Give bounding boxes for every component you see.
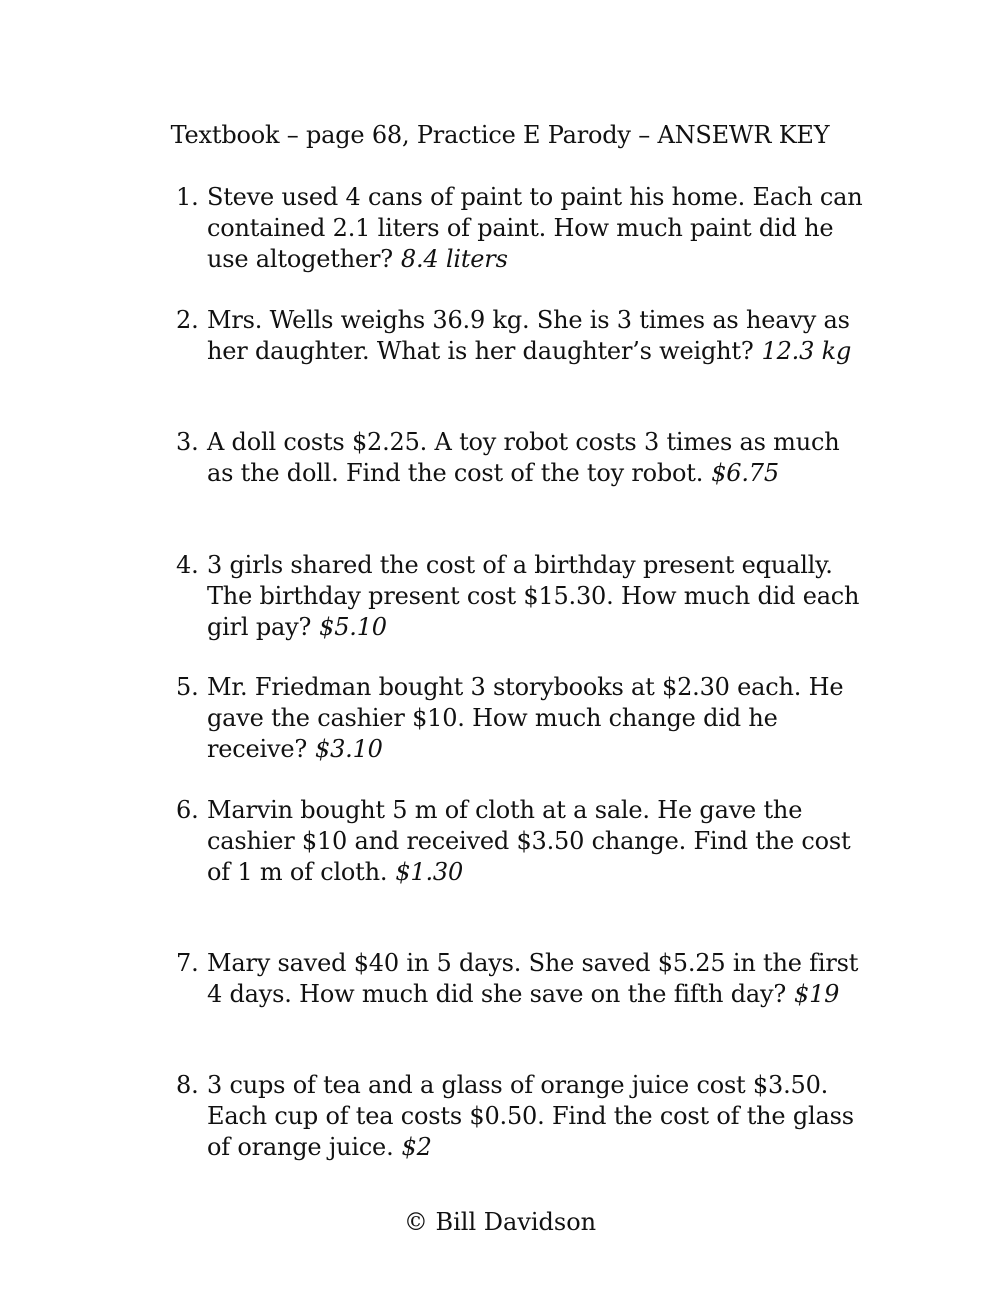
problem-item <box>176 182 866 275</box>
problem-text-wrapper <box>207 948 866 1010</box>
problem-item <box>176 672 866 765</box>
problem-text: Mrs. Wells weighs 36.9 kg. She is 3 times as heavy as her daughter. What is her daughter’s weight? <box>207 306 850 365</box>
problem-answer: $6.75 <box>711 459 779 487</box>
problem-number: 5. <box>176 673 199 701</box>
problem-number: 7. <box>176 949 199 977</box>
problem-item <box>176 427 866 489</box>
problem-text-wrapper <box>207 182 866 275</box>
problem-answer: 12.3 kg <box>761 337 852 365</box>
problem-number: 6. <box>176 796 199 824</box>
problem-number: 8. <box>176 1071 199 1099</box>
problem-answer: 8.4 liters <box>400 245 508 273</box>
problem-answer: $3.10 <box>315 735 383 763</box>
copyright-footer: © Bill Davidson <box>403 1208 597 1236</box>
page-title: Textbook – page 68, Practice E Parody – ANSEWR KEY <box>170 121 830 149</box>
problem-text: Mary saved $40 in 5 days. She saved $5.25 in the first 4 days. How much did she save on the fifth day? <box>207 949 859 1008</box>
problem-text: A doll costs $2.25. A toy robot costs 3 times as much as the doll. Find the cost of the toy robot. <box>207 428 840 487</box>
problem-text-wrapper <box>207 305 866 367</box>
problem-number: 2. <box>176 306 199 334</box>
problem-item <box>176 795 866 888</box>
problem-answer: $19 <box>794 980 840 1008</box>
problem-text-wrapper <box>207 427 866 489</box>
problem-answer: $1.30 <box>395 858 464 886</box>
problem-text: Steve used 4 cans of paint to paint his home. Each can contained 2.1 liters of paint. How much paint did he use altogether? <box>207 183 863 273</box>
problem-number: 1. <box>176 183 199 211</box>
problem-text: Mr. Friedman bought 3 storybooks at $2.30 each. He gave the cashier $10. How much change did he receive? <box>207 673 844 763</box>
problem-item <box>176 948 866 1010</box>
problem-text: Marvin bought 5 m of cloth at a sale. He gave the cashier $10 and received $3.50 change. Find the cost of 1 m of cloth. <box>207 796 851 886</box>
problem-text: 3 cups of tea and a glass of orange juice cost $3.50. Each cup of tea costs $0.50. Find the cost of the glass of orange juice. <box>207 1071 854 1161</box>
problem-number: 4. <box>176 551 199 579</box>
problem-text-wrapper <box>207 1070 866 1163</box>
problem-number: 3. <box>176 428 199 456</box>
problem-text-wrapper <box>207 795 866 888</box>
problem-answer: $2 <box>401 1133 432 1161</box>
problem-text: 3 girls shared the cost of a birthday present equally. The birthday present cost $15.30. How much did each girl pay? <box>207 551 860 641</box>
problem-item <box>176 1070 866 1163</box>
problem-item <box>176 550 866 643</box>
problem-answer: $5.10 <box>319 613 387 641</box>
problem-text-wrapper <box>207 672 866 765</box>
problem-text-wrapper <box>207 550 866 643</box>
problem-item <box>176 305 866 367</box>
